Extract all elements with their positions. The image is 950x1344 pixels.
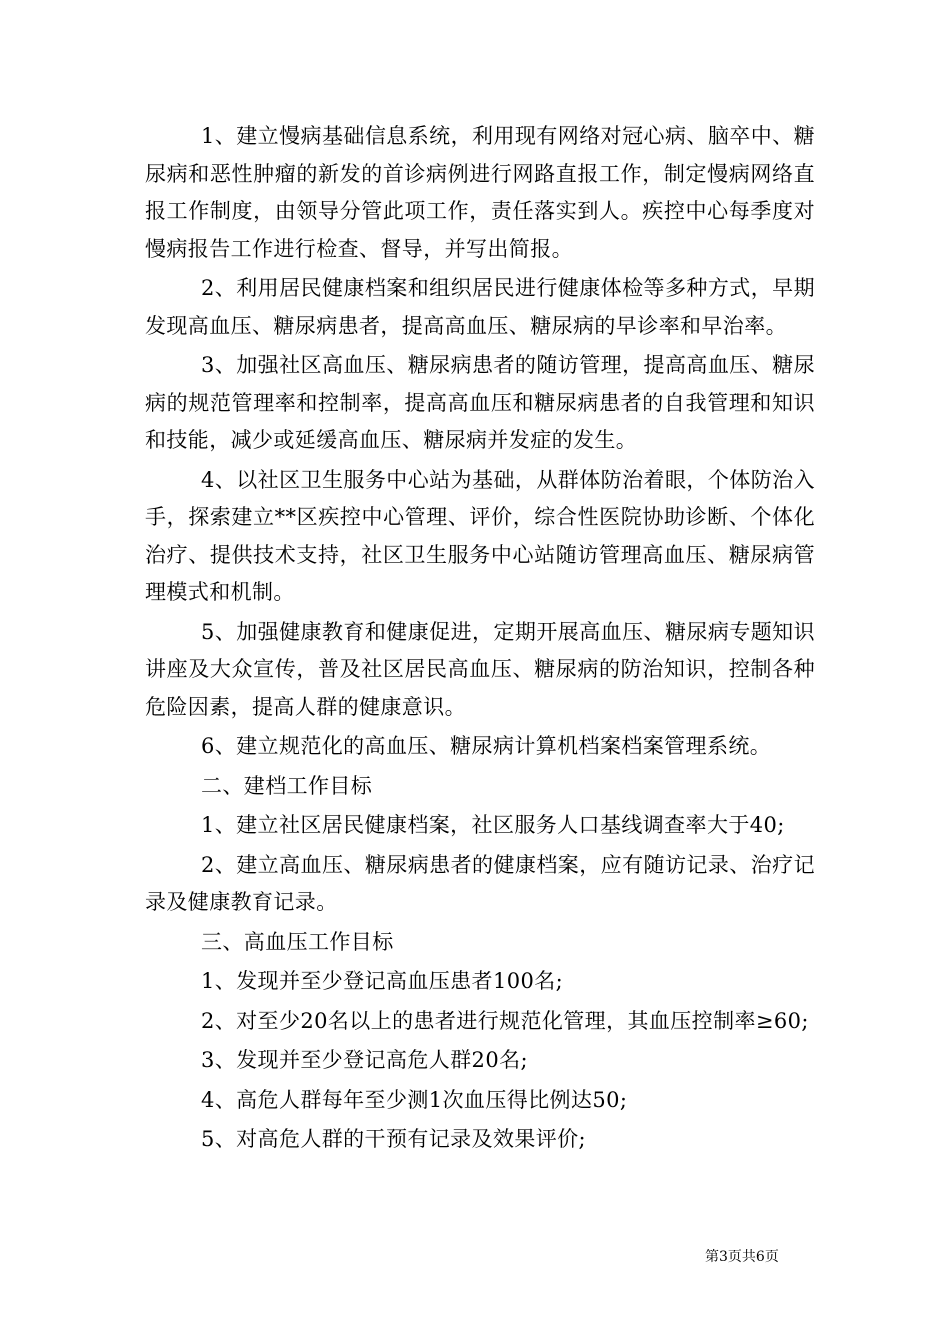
paragraph-8: 2、建立高血压、糖尿病患者的健康档案，应有随访记录、治疗记录及健康教育记录。 <box>145 852 815 914</box>
paragraph-3: 3、加强社区高血压、糖尿病患者的随访管理，提高高血压、糖尿病的规范管理率和控制率，提高高血压和糖尿病患者的自我管理和知识和技能，减少或延缓高血压、糖尿病并发症的发生。 <box>145 353 815 452</box>
paragraph-7: 1、建立社区居民健康档案，社区服务人口基线调查率大于40; <box>201 813 785 837</box>
section-heading-3: 三、高血压工作目标 <box>201 929 394 954</box>
paragraph-9: 1、发现并至少登记高血压患者100名; <box>201 969 564 993</box>
paragraph-12: 4、高危人群每年至少测1次血压得比例达50; <box>201 1087 628 1112</box>
paragraph-11: 3、发现并至少登记高危人群20名; <box>201 1048 528 1072</box>
page-number-footer: 第3页共6页 <box>705 1249 779 1265</box>
document-body <box>145 118 815 1161</box>
paragraph-2: 2、利用居民健康档案和组织居民进行健康体检等多种方式，早期发现高血压、糖尿病患者，提高高血压、糖尿病的早诊率和早治率。 <box>145 276 815 338</box>
paragraph-1: 1、建立慢病基础信息系统，利用现有网络对冠心病、脑卒中、糖尿病和恶性肿瘤的新发的首诊病例进行网路直报工作，制定慢病网络直报工作制度，由领导分管此项工作，责任落实到人。疾控中心每季度对慢病报告工作进行检查、督导，并写出简报。 <box>145 124 815 261</box>
paragraph-13: 5、对高危人群的干预有记录及效果评价; <box>201 1127 587 1151</box>
paragraph-6: 6、建立规范化的高血压、糖尿病计算机档案档案管理系统。 <box>201 734 772 758</box>
paragraph-5: 5、加强健康教育和健康促进，定期开展高血压、糖尿病专题知识讲座及大众宣传，普及社区居民高血压、糖尿病的防治知识，控制各种危险因素，提高人群的健康意识。 <box>145 619 815 719</box>
paragraph-4: 4、以社区卫生服务中心站为基础，从群体防治着眼，个体防治入手，探索建立**区疾控中心管理、评价，综合性医院协助诊断、个体化治疗、提供技术支持，社区卫生服务中心站随访管理高血压、糖尿病管理模式和机制。 <box>145 467 815 604</box>
paragraph-10: 2、对至少20名以上的患者进行规范化管理，其血压控制率≥60; <box>201 1008 809 1033</box>
section-heading-2: 二、建档工作目标 <box>201 773 373 798</box>
